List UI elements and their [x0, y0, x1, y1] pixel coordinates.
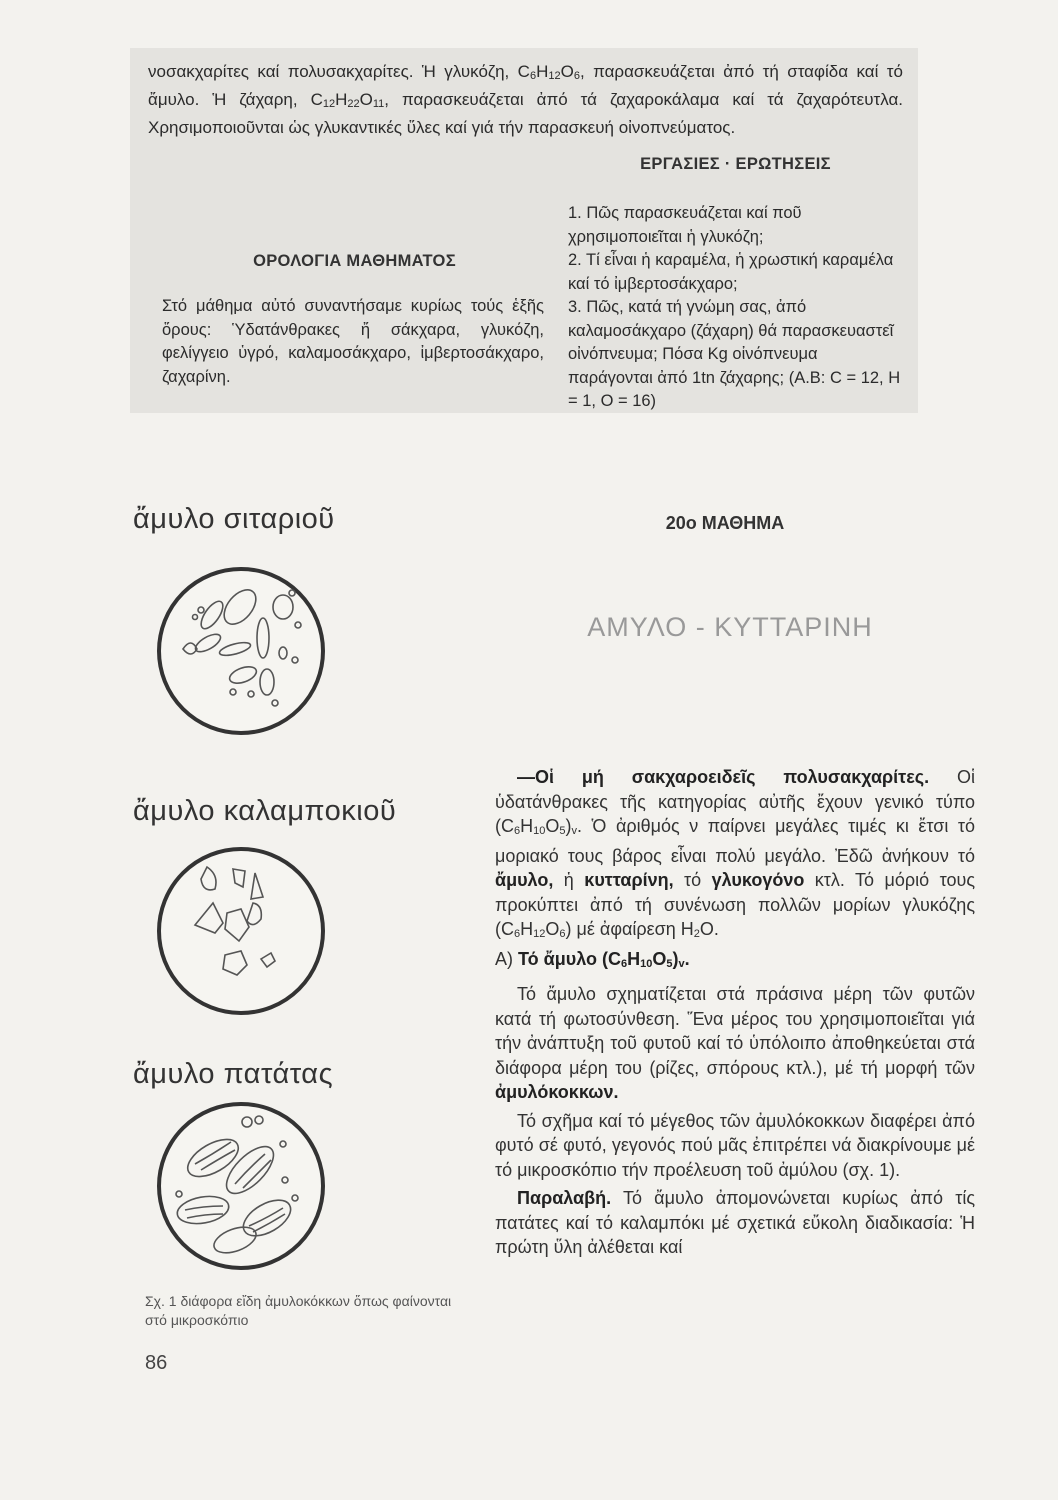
question-3: 3. Πῶς, κατά τή γνώμη σας, ἀπό καλαμοσάκχαρο (ζάχαρη) θά παρασκευαστεῖ οἰνόπνευμα; Πόσα Kg οἰνόπνευμα παράγονται ἀπό 1tn ζάχαρης; (Α.Β: C = 12, H = 1, O = 16)	[568, 298, 901, 410]
terminology-heading: ΟΡΟΛΟΓΙΑ ΜΑΘΗΜΑΤΟΣ	[253, 252, 456, 270]
corn-starch-label: ἄμυλο καλαμποκιοῦ	[133, 795, 397, 827]
lesson-number: 20ο ΜΑΘΗΜΑ	[665, 513, 785, 533]
figure-caption: Σχ. 1 διάφορα εἴδη ἀμυλοκόκκων ὅπως φαίνονται στό μικροσκόπιο	[145, 1293, 452, 1328]
question-1: 1. Πῶς παρασκευάζεται καί ποῦ χρησιμοποιεῖται ἡ γλυκόζη;	[568, 204, 802, 246]
terminology-text: Στό μάθημα αὐτό συναντήσαμε κυρίως τούς ἑξῆς ὅρους: Ὑδατάνθρακες ἤ σάκχαρα, γλυκόζη, φελίγγειο ὑγρό, καλαμοσάκχαρο, ἰμβερτοσάκχαρο, ζαχαρίνη.	[162, 297, 544, 386]
wheat-starch-micrograph	[155, 565, 327, 737]
body-paragraph-4: Τό σχῆμα καί τό μέγεθος τῶν ἀμυλόκοκκων διαφέρει ἀπό φυτό σέ φυτό, γεγονός πού μᾶς ἐπιτρέπει νά διακρίνουμε μέ τό μικροσκόπιο τήν προέλευση τοῦ ἀμύλου (σχ. 1).	[495, 1110, 975, 1180]
corn-starch-micrograph	[155, 845, 327, 1017]
intro-paragraph: νοσακχαρίτες καί πολυσακχαρίτες. Ἡ γλυκόζη, $C_6H_{12}O_6$, παρασκευάζεται ἀπό τή σταφίδα καί τό ἄμυλο. Ἡ ζάχαρη, $C_{12}H_{22}O_{11}$, παρασκευάζεται ἀπό τά ζαχαροκάλαμα καί τά ζαχαρότευτλα. Χρησιμοποιοῦνται ὡς γλυκαντικές ὕλες καί γιά τήν παρασκευή οἰνοπνεύματος.	[148, 62, 903, 137]
page-number: 86	[145, 1352, 168, 1374]
body-paragraph-3: Τό ἄμυλο σχηματίζεται στά πράσινα μέρη τῶν φυτῶν κατά τή φωτοσύνθεση. Ἕνα μέρος του χρησιμοποιεῖται γιά τήν ἀνάπτυξη τοῦ φυτοῦ καί τό ὑπόλοιπο ἀποθηκεύεται στά διάφορα μέρη του (ρίζες, σπόρους κτλ.), μέ τή μορφή τῶν ἀμυλόκοκκων.	[495, 984, 975, 1102]
potato-starch-micrograph	[155, 1100, 327, 1272]
potato-starch-label: ἄμυλο πατάτας	[133, 1058, 334, 1090]
questions-list	[568, 202, 904, 414]
body-paragraph-1: —Οἱ μή σακχαροειδεῖς πολυσακχαρίτες. Οἱ ὑδατάνθρακες τῆς κατηγορίας αὐτῆς ἔχουν γενικό τύπο $(C_6H_{10}O_5)_v$. Ὁ ἀριθμός ν παίρνει μεγάλες τιμές κι ἔτσι τό μοριακό τους βάρος εἶναι πολύ μεγάλο. Ἐδῶ ἀνήκουν τό ἄμυλο, ἡ κυτταρίνη, τό γλυκογόνο κτλ. Τό μόριό τους προκύπτει ἀπό τή συνένωση πολλῶν μορίων γλυκόζης $(C_6H_{12}O_6)$ μέ ἀφαίρεση $H_2O$.	[495, 767, 976, 940]
questions-heading: ΕΡΓΑΣΙΕΣ · ΕΡΩΤΗΣΕΙΣ	[640, 155, 831, 173]
wheat-starch-label: ἄμυλο σιταριοῦ	[133, 503, 335, 535]
lesson-body	[495, 765, 975, 1260]
body-paragraph-2: Α) Τό ἄμυλο $(C_6H_{10}O_5)_v$.	[495, 948, 690, 970]
chapter-title: ΑΜΥΛΟ - ΚΥΤΤΑΡΙΝΗ	[587, 612, 873, 642]
question-2: 2. Τί εἶναι ἡ καραμέλα, ἡ χρωστική καραμέλα καί τό ἰμβερτοσάκχαρο;	[568, 251, 894, 293]
body-paragraph-5: Παραλαβή. Τό ἄμυλο ἀπομονώνεται κυρίως ἀπό τίς πατάτες καί τό καλαμπόκι μέ σχετικά εὔκολη διαδικασία: Ἡ πρώτη ὕλη ἀλέθεται καί	[495, 1188, 975, 1257]
